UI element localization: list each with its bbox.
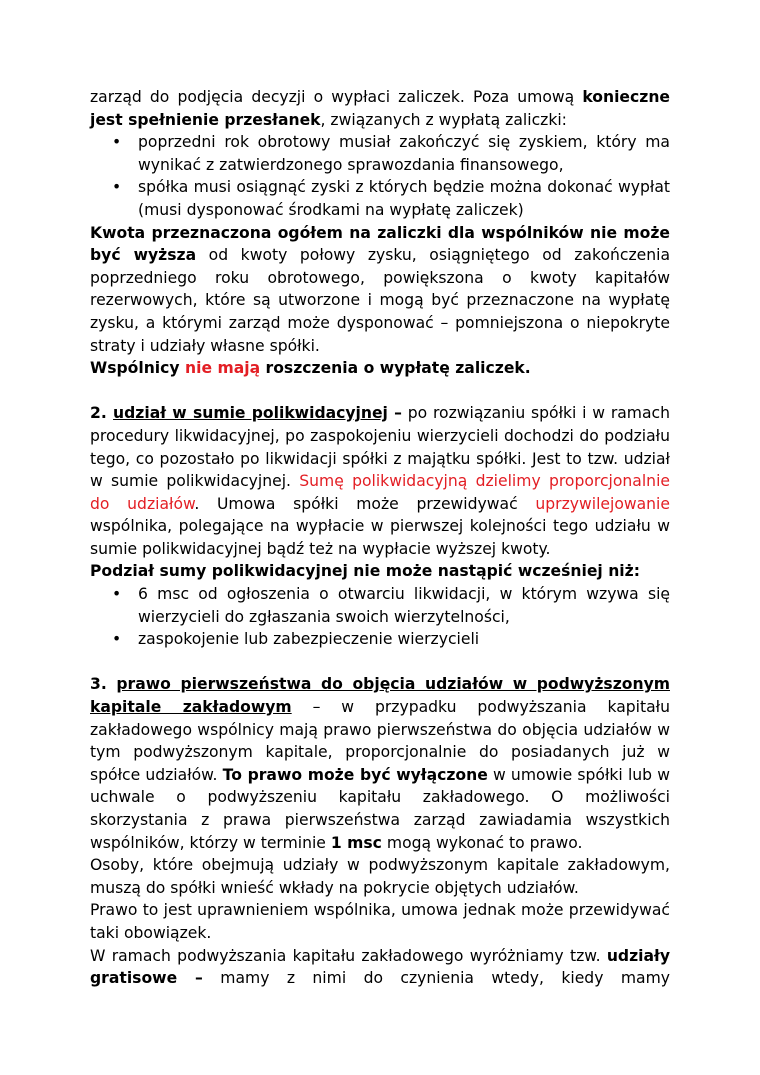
intro-text: zarząd do podjęcia decyzji o wypłaci zaliczek. Poza umową bbox=[90, 88, 583, 106]
section3-number: 3. bbox=[90, 675, 117, 694]
section2-paragraph: 2. udział w sumie polikwidacyjnej – po rozwiązaniu spółki i w ramach procedury likwidacyjnej, po zaspokojeniu wierzycieli dochodzi do podziału tego, co pozostało po likwidacji spółki z majątku spółki. Jest to tzw. udział w sumie polikwidacyjnej. Sumę polikwidacyjną dzielimy proporcjonalnie do udziałów. Umowa spółki może przewidywać uprzywilejowanie wspólnika, polegające na wypłacie w pierwszej kolejności tego udziału w sumie polikwidacyjnej bądź też na wypłacie wyższej kwoty. bbox=[90, 404, 670, 558]
intro-bold: konieczne jest spełnienie przesłanek bbox=[90, 88, 670, 129]
claims-paragraph: Wspólnicy nie mają roszczenia o wypłatę zaliczek. bbox=[90, 359, 531, 378]
section2-number: 2. bbox=[90, 404, 114, 423]
section3-term: 1 msc bbox=[330, 833, 382, 852]
gratis-shares-term: udziały gratisowe – bbox=[90, 946, 670, 988]
section2-list bbox=[90, 583, 670, 651]
list-item: • zaspokojenie lub zabezpieczenie wierzycieli bbox=[90, 628, 670, 651]
section3-paragraph-3: Prawo to jest uprawnieniem wspólnika, umowa jednak może przewidywać taki obowiązek. bbox=[90, 901, 670, 942]
intro-text-end: , związanych z wypłatą zaliczki: bbox=[320, 110, 567, 129]
section3-paragraph-4: W ramach podwyższania kapitału zakładowego wyróżniamy tzw. udziały gratisowe – mamy z nimi do czynienia wtedy, kiedy mamy bbox=[90, 946, 670, 988]
section2-limit: Podział sumy polikwidacyjnej nie może nastąpić wcześniej niż: bbox=[90, 562, 640, 581]
intro-paragraph bbox=[90, 86, 670, 131]
bullet-icon: • bbox=[112, 630, 122, 649]
section2-red-text: Sumę polikwidacyjną dzielimy proporcjonalnie do udziałów bbox=[90, 472, 670, 513]
bullet-icon: • bbox=[112, 178, 122, 197]
conditions-list bbox=[90, 131, 670, 221]
section2-red-term: uprzywilejowanie bbox=[535, 494, 670, 513]
section3-paragraph-2: Osoby, które obejmują udziały w podwyższonym kapitale zakładowym, muszą do spółki wnieść wkłady na pokrycie objętych udziałów. bbox=[90, 856, 670, 897]
bullet-icon: • bbox=[112, 585, 122, 604]
claims-red: nie mają bbox=[185, 359, 261, 378]
list-item: • poprzedni rok obrotowy musiał zakończyć się zyskiem, który ma wynikać z zatwierdzonego sprawozdania finansowego, bbox=[112, 133, 670, 174]
amount-text: od kwoty połowy zysku, osiągniętego od zakończenia poprzedniego roku obrotowego, powiększona o kwoty kapitałów rezerwowych, które są utworzone i mogą być przeznaczone na wypłatę zysku, a którymi zarząd może dysponować – pomniejszona o niepokryte straty i udziały własne spółki. bbox=[90, 246, 671, 355]
document-page bbox=[90, 86, 670, 990]
section2-heading: udział w sumie polikwidacyjnej bbox=[113, 404, 388, 423]
amount-bold: Kwota przeznaczona ogółem na zaliczki dla wspólników nie może być wyższa bbox=[90, 223, 670, 265]
list-item: • spółka musi osiągnąć zyski z których będzie można dokonać wypłat (musi dysponować środkami na wypłatę zaliczek) bbox=[112, 178, 670, 219]
list-item: • 6 msc od ogłoszenia o otwarciu likwidacji, w którym wzywa się wierzycieli do zgłaszania swoich wierzytelności, bbox=[112, 585, 670, 626]
section3-heading: prawo pierwszeństwa do objęcia udziałów w podwyższonym kapitale zakładowym bbox=[90, 675, 670, 717]
amount-paragraph bbox=[90, 222, 670, 358]
section3-paragraph: 3. prawo pierwszeństwa do objęcia udziałów w podwyższonym kapitale zakładowym – w przypadku podwyższania kapitału zakładowego wspólnicy mają prawo pierwszeństwa do objęcia udziałów w tym podwyższonym kapitale, proporcjonalnie do posiadanych już w spółce udziałów. To prawo może być wyłączone w umowie spółki lub w uchwale o podwyższeniu kapitału zakładowego. O możliwości skorzystania z prawa pierwszeństwa zarząd zawiadamia wszystkich wspólników, którzy w terminie 1 msc mogą wykonać to prawo. bbox=[90, 675, 671, 852]
bullet-icon: • bbox=[112, 133, 122, 152]
section3-bold: To prawo może być wyłączone bbox=[222, 765, 488, 784]
